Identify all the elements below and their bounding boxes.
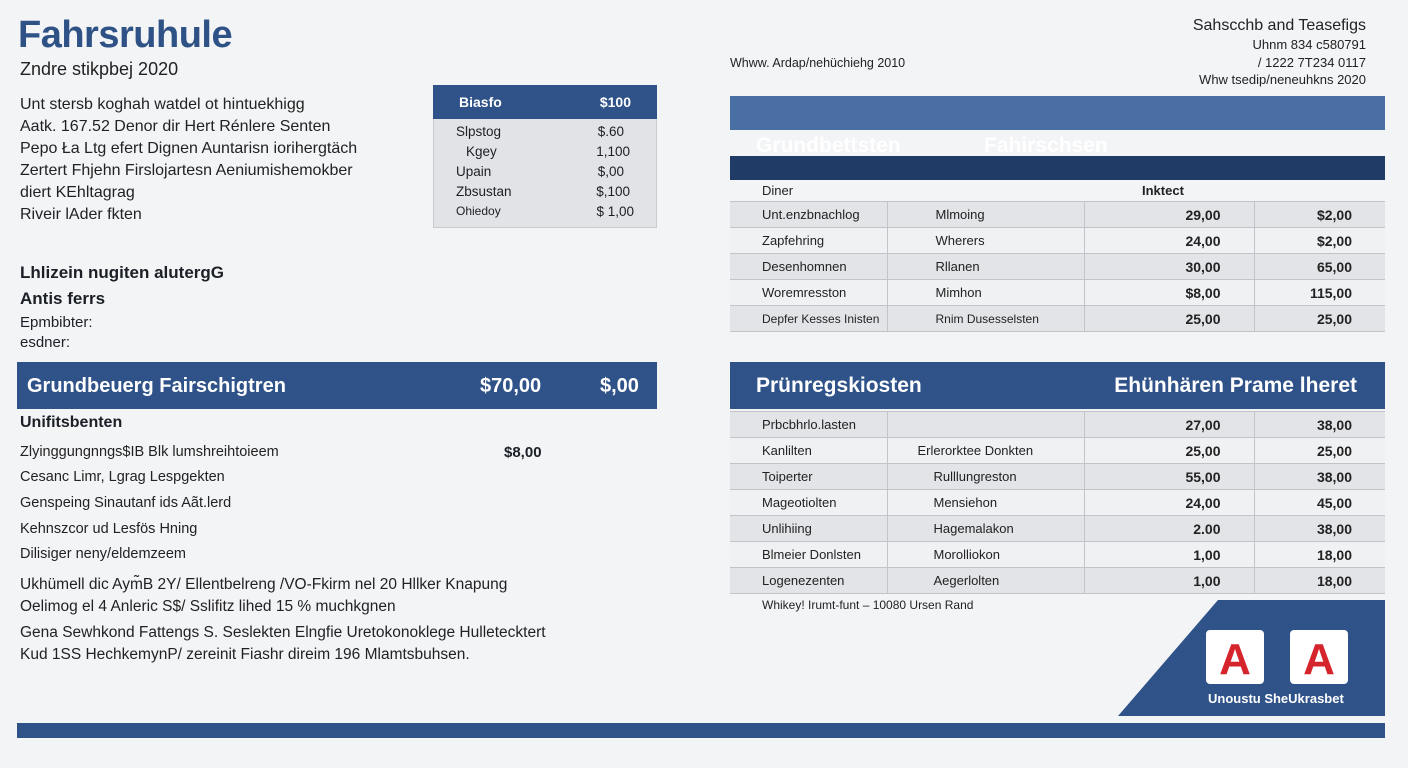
- table-cell: [887, 412, 1084, 438]
- price-box-label: Slpstog: [456, 124, 502, 139]
- list-item: Kehnszcor ud Lesfös Hning: [20, 521, 198, 537]
- table-cell: Unlihiing: [730, 516, 887, 542]
- table-cell: 65,00: [1254, 254, 1385, 280]
- table-cell: 25,00: [1254, 306, 1385, 332]
- table-cell: 1,00: [1084, 568, 1254, 594]
- table1-col-header: Inktect: [1142, 183, 1184, 198]
- small-note: esdner:: [20, 334, 71, 351]
- school-title: Fahrsruhule: [18, 14, 233, 56]
- price-box-value: $,100: [596, 184, 630, 199]
- table-cell: Morolliokon: [887, 542, 1084, 568]
- table-cell: 24,00: [1084, 228, 1254, 254]
- website-line: Whww. Ardap/nehüchiehg 2010: [730, 56, 906, 70]
- table-cell: Woremresston: [730, 280, 887, 306]
- contact-line: Whw tsedip/neneuhkns 2020: [1199, 72, 1366, 87]
- price-box-row: [434, 202, 656, 222]
- intro-line: diert KEhltagrag: [20, 184, 135, 201]
- intro-line: Unt stersb koghah watdel ot hintuekhigg: [20, 96, 305, 113]
- list-heading: Unifitsbenten: [20, 414, 123, 431]
- contact-line: Sahscchb and Teasefigs: [1192, 17, 1366, 34]
- intro-line: Zertert Fhjehn Firslojartesn Aeniumishemokber: [20, 162, 353, 179]
- price-box-header: [433, 85, 657, 119]
- table2: [730, 411, 1385, 594]
- intro-line: Riveir lAder fkten: [20, 206, 142, 223]
- table1-band-top: [730, 96, 1385, 130]
- table1-band: [730, 130, 1385, 164]
- table-cell: Rnim Dusesselsten: [887, 306, 1084, 332]
- table-cell: 2.00: [1084, 516, 1254, 542]
- exam-fee-band: [730, 362, 1385, 409]
- table-cell: Kanlilten: [730, 438, 887, 464]
- emblem-letter-1: A: [1219, 635, 1251, 684]
- table-cell: 55,00: [1084, 464, 1254, 490]
- table-cell: 27,00: [1084, 412, 1254, 438]
- basic-fee-band: [17, 362, 657, 409]
- intro-line: Aatk. 167.52 Denor dir Hert Rénlere Senten: [20, 118, 331, 135]
- table2-title-right: Ehünhären Prame lheret: [1114, 374, 1357, 397]
- footer-line: Ukhümell dic Aym̃B 2Y/ Ellentbelreng /VO-Fkirm nel 20 Hllker Knapung: [20, 576, 508, 593]
- price-box-label: Kgey: [466, 144, 497, 159]
- contact-line: Uhnm 834 c580791: [1252, 37, 1366, 52]
- price-box-label: Upain: [456, 164, 492, 179]
- price-box-row: [434, 182, 656, 202]
- table-row: [730, 280, 1385, 306]
- table-cell: Aegerlolten: [887, 568, 1084, 594]
- table-cell: Unt.enzbnachlog: [730, 202, 887, 228]
- table1-title-left: Grundbettsten: [756, 134, 901, 157]
- table-cell: 45,00: [1254, 490, 1385, 516]
- table-row: [730, 516, 1385, 542]
- section-heading: Lhlizein nugiten alutergG: [20, 263, 224, 282]
- table-cell: 25,00: [1084, 438, 1254, 464]
- price-box-header-label: Biasfo: [459, 94, 502, 110]
- table-cell: 24,00: [1084, 490, 1254, 516]
- table-cell: 38,00: [1254, 412, 1385, 438]
- price-box-row: [434, 142, 656, 162]
- price-box-header-value: $100: [599, 94, 631, 110]
- price-box-label: Ohiedoy: [456, 204, 501, 218]
- table-cell: Desenhomnen: [730, 254, 887, 280]
- intro-line: Pepo Ła Ltg efert Dignen Auntarisn iorihergtäch: [20, 140, 358, 157]
- emblem-caption: Unoustu SheUkrasbet: [1208, 691, 1344, 706]
- table-cell: Zapfehring: [730, 228, 887, 254]
- price-box-row: [434, 122, 656, 142]
- bottom-bar: [17, 723, 1385, 738]
- contact-line: / 1222 7T234 0117: [1257, 54, 1366, 70]
- list-item: Dilisiger neny/eldemzeem: [20, 546, 187, 562]
- table-row: [730, 464, 1385, 490]
- price-box-value: $ 1,00: [596, 204, 634, 219]
- table-row: [730, 412, 1385, 438]
- price-box-value: $,00: [597, 164, 624, 179]
- price-box-value: $.60: [597, 124, 624, 139]
- table-cell: Prbcbhrlo.lasten: [730, 412, 887, 438]
- contact-block: [1193, 16, 1366, 89]
- footer-line: Kud 1SS HechkemynP/ zereinit Fiashr direim 196 Mlamtsbuhsen.: [20, 646, 470, 663]
- table-cell: Logenezenten: [730, 568, 887, 594]
- emblem-letter-2: A: [1303, 635, 1335, 684]
- table-cell: Mageotiolten: [730, 490, 887, 516]
- table-cell: Mensiehon: [887, 490, 1084, 516]
- table1-title-right: Fahirschsen: [984, 134, 1108, 157]
- table-cell: Blmeier Donlsten: [730, 542, 887, 568]
- small-notes: [20, 313, 93, 353]
- table-cell: $2,00: [1254, 202, 1385, 228]
- table-cell: Mimhon: [887, 280, 1084, 306]
- table-row: [730, 568, 1385, 594]
- basic-fee-price: $70,00: [480, 375, 542, 397]
- footer-notes: [20, 574, 507, 618]
- table-cell: 18,00: [1254, 568, 1385, 594]
- table-cell: 25,00: [1254, 438, 1385, 464]
- table-row: [730, 438, 1385, 464]
- section-subheading: Antis ferrs: [20, 289, 106, 308]
- table-cell: $2,00: [1254, 228, 1385, 254]
- table-cell: Rulllungreston: [887, 464, 1084, 490]
- table-cell: Rllanen: [887, 254, 1084, 280]
- price-box-label: Zbsustan: [456, 184, 512, 199]
- table-cell: 29,00: [1084, 202, 1254, 228]
- table-cell: Wherers: [887, 228, 1084, 254]
- footer-line: Gena Sewhkond Fattengs S. Seslekten Elngfie Uretokonoklege Hulletecktert: [20, 624, 546, 641]
- footer-line: Oelimog el 4 Anleric S$/ Sslifitz lihed 15 % muchkgnen: [20, 598, 396, 615]
- table-cell: Hagemalakon: [887, 516, 1084, 542]
- price-box: [433, 85, 657, 228]
- table-cell: 30,00: [1084, 254, 1254, 280]
- list-item: Genspeing Sinautanf ids Aãt.lerd: [20, 495, 232, 511]
- basic-fee-title: Grundbeuerg Fairschigtren: [27, 375, 286, 397]
- table-cell: 18,00: [1254, 542, 1385, 568]
- intro-text: [20, 94, 357, 226]
- small-note: Epmbibter:: [20, 314, 93, 331]
- table-cell: 115,00: [1254, 280, 1385, 306]
- table-row: [730, 202, 1385, 228]
- basic-fee-price-2: $,00: [600, 375, 639, 397]
- table-cell: 38,00: [1254, 516, 1385, 542]
- table-note: Whikey! Irumt-funt – 10080 Ursen Rand: [762, 598, 974, 612]
- list-item: Zlyinggungnngs$IB Blk lumshreihtoieem: [20, 444, 279, 460]
- table2-title-left: Prünregskiosten: [756, 374, 922, 397]
- table1-col-label: Diner: [762, 183, 794, 198]
- table-cell: $8,00: [1084, 280, 1254, 306]
- table-cell: Erlerorktee Donkten: [887, 438, 1084, 464]
- price-box-value: 1,100: [596, 144, 630, 159]
- table-cell: 38,00: [1254, 464, 1385, 490]
- price-box-row: [434, 162, 656, 182]
- school-subtitle: Zndre stikpbej 2020: [20, 59, 179, 79]
- table-cell: Toiperter: [730, 464, 887, 490]
- table-row: [730, 228, 1385, 254]
- table-cell: 25,00: [1084, 306, 1254, 332]
- table-row: [730, 542, 1385, 568]
- table-row: [730, 490, 1385, 516]
- table-row: [730, 254, 1385, 280]
- table1: [730, 201, 1385, 332]
- list-item-price: $8,00: [504, 444, 542, 461]
- footer-notes-2: [20, 622, 546, 666]
- table-cell: Mlmoing: [887, 202, 1084, 228]
- table-cell: Depfer Kesses Inisten: [730, 306, 887, 332]
- table-cell: 1,00: [1084, 542, 1254, 568]
- table-row: [730, 306, 1385, 332]
- list-item: Cesanc Limr, Lgrag Lespgekten: [20, 469, 225, 485]
